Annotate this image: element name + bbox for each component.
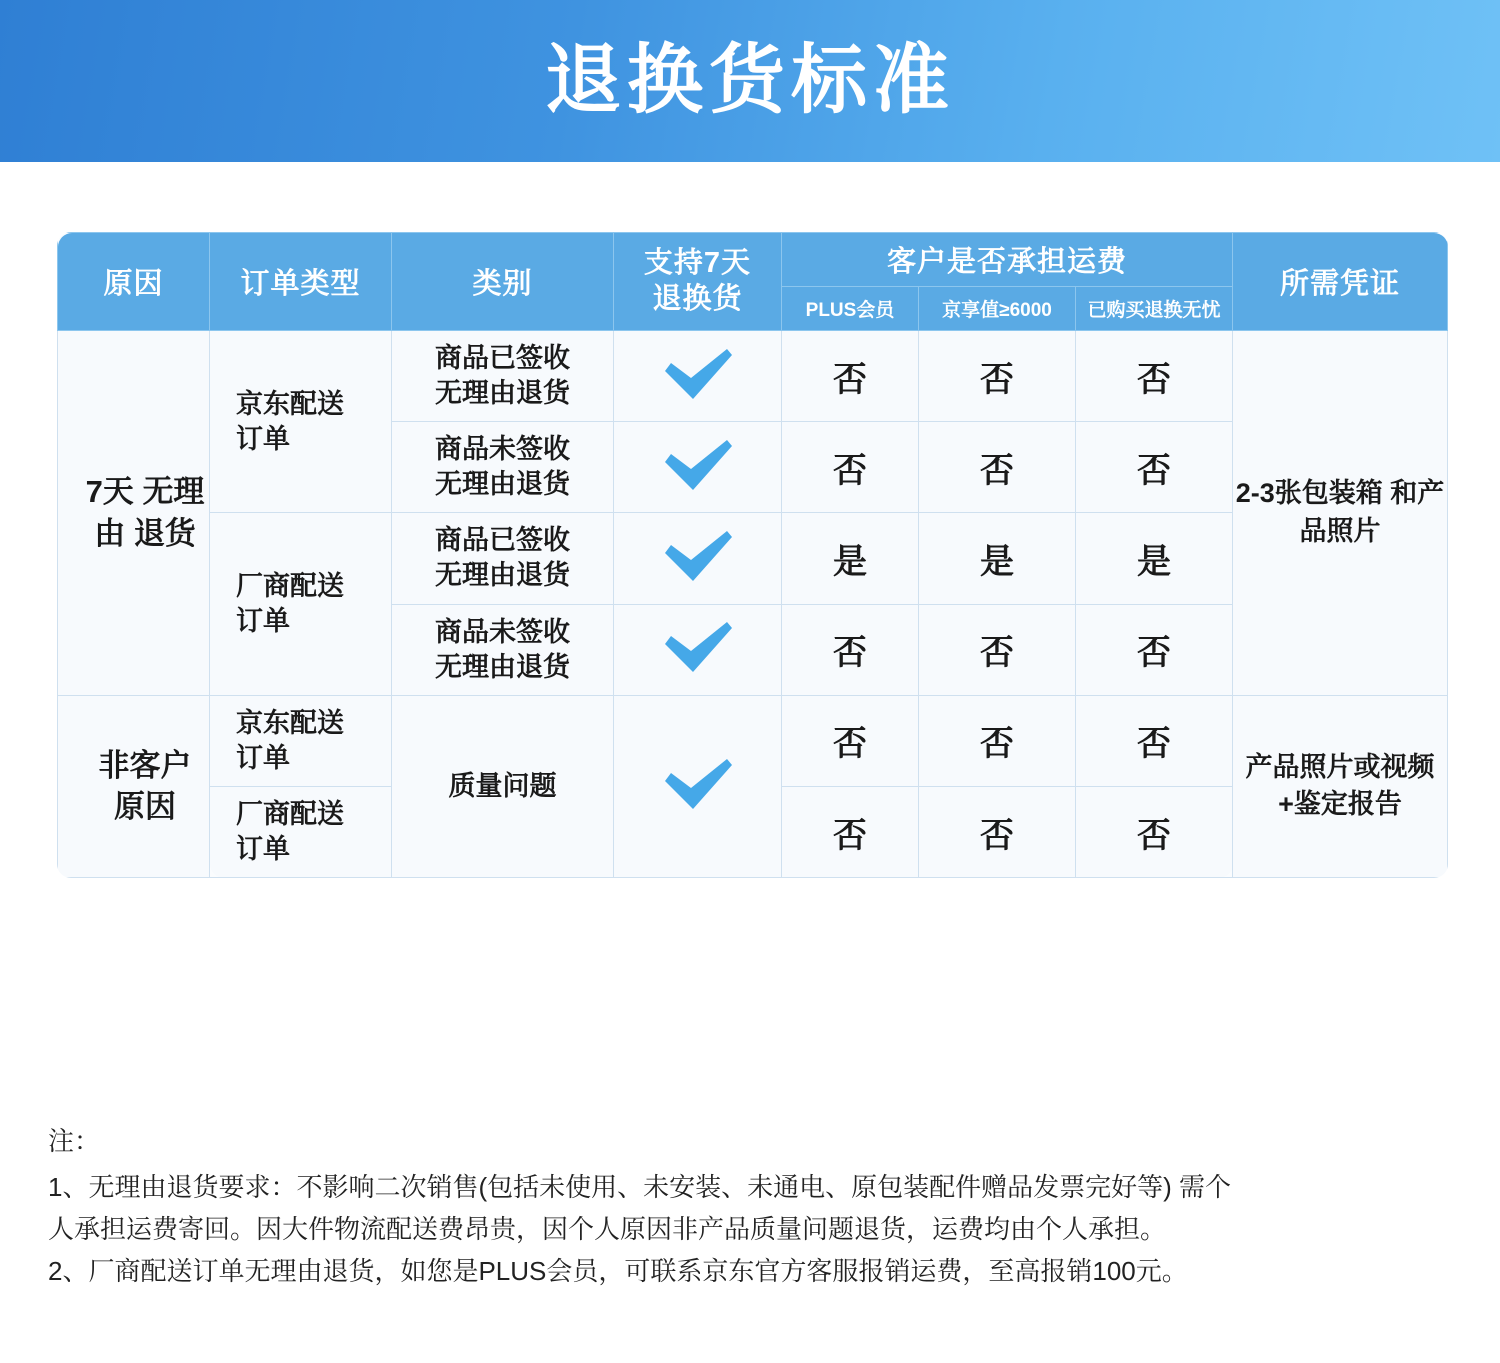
category-cell <box>392 422 614 513</box>
certificate-line2: +鉴定报告 <box>1278 789 1402 820</box>
freight-jingxiang-cell: 否 <box>919 604 1076 695</box>
notes-line-2: 2、厂商配送订单无理由退货，如您是PLUS会员，可联系京东官方客服报销运费，至高报销100元。 <box>48 1256 1188 1287</box>
support-cell <box>614 604 782 695</box>
order-type-jd-delivery <box>210 695 392 786</box>
reason-7day-no-reason <box>58 331 210 696</box>
order-type-line1: 厂商配送 <box>236 798 344 829</box>
category-cell <box>392 513 614 604</box>
reason-non-customer <box>58 695 210 877</box>
support-cell <box>614 695 782 877</box>
order-type-line2: 订单 <box>236 742 290 773</box>
freight-worryfree-cell: 是 <box>1076 513 1233 604</box>
freight-jingxiang-cell: 否 <box>919 331 1076 422</box>
return-policy-table-wrapper <box>57 232 1447 878</box>
freight-worryfree-cell: 否 <box>1076 786 1233 877</box>
notes-section <box>48 1120 1458 1292</box>
freight-worryfree-cell: 否 <box>1076 331 1233 422</box>
category-line2: 无理由退货 <box>435 560 570 591</box>
freight-worryfree-cell: 否 <box>1076 604 1233 695</box>
reason-line3: 退货 <box>133 515 196 551</box>
return-policy-table <box>57 232 1448 878</box>
support-cell <box>614 513 782 604</box>
freight-jingxiang-cell: 否 <box>919 695 1076 786</box>
category-line2: 无理由退货 <box>435 378 570 409</box>
category-line1: 商品未签收 <box>435 616 570 647</box>
table-row <box>58 695 1448 786</box>
reason-line1: 7天 <box>85 474 134 510</box>
order-type-line2: 订单 <box>236 834 290 865</box>
certificate-line1: 2-3张包装箱 <box>1235 478 1383 509</box>
freight-plus-cell: 是 <box>782 513 919 604</box>
category-line1: 商品已签收 <box>435 525 570 556</box>
freight-plus-cell: 否 <box>782 422 919 513</box>
check-icon <box>661 529 735 583</box>
category-quality-issue: 质量问题 <box>392 695 614 877</box>
header-certificate: 所需凭证 <box>1233 233 1448 331</box>
check-icon <box>661 438 735 492</box>
header-order-type: 订单类型 <box>210 233 392 331</box>
category-line1: 商品已签收 <box>435 343 570 373</box>
freight-worryfree-cell: 否 <box>1076 695 1233 786</box>
freight-plus-cell: 否 <box>782 604 919 695</box>
order-type-line1: 厂商配送 <box>236 570 344 601</box>
freight-plus-cell: 否 <box>782 786 919 877</box>
category-line2: 无理由退货 <box>435 469 570 500</box>
reason-line1: 非客户 <box>98 747 192 783</box>
order-type-vendor-delivery <box>210 786 392 877</box>
page-title: 退换货标准 <box>545 38 955 123</box>
support-cell <box>614 331 782 422</box>
certificate-non-customer <box>1233 695 1448 877</box>
header-freight-group: 客户是否承担运费 <box>782 233 1233 287</box>
category-line2: 无理由退货 <box>435 651 570 682</box>
header-category: 类别 <box>392 233 614 331</box>
freight-worryfree-cell: 否 <box>1076 422 1233 513</box>
notes-line-1b: 人承担运费寄回。因大件物流配送费昂贵，因个人原因非产品质量问题退货，运费均由个人承担。 <box>48 1214 1167 1245</box>
header-reason: 原因 <box>58 233 210 331</box>
order-type-line1: 京东配送 <box>236 388 344 419</box>
category-cell <box>392 331 614 422</box>
table-header-row-1 <box>58 233 1448 287</box>
header-freight-worryfree: 已购买退换无忧 <box>1076 287 1233 331</box>
table-row <box>58 331 1448 422</box>
category-line1: 商品未签收 <box>435 434 570 465</box>
category-cell <box>392 604 614 695</box>
freight-plus-cell: 否 <box>782 695 919 786</box>
header-freight-jingxiang: 京享值≥6000 <box>919 287 1076 331</box>
support-cell <box>614 422 782 513</box>
freight-jingxiang-cell: 否 <box>919 786 1076 877</box>
notes-title: 注： <box>48 1126 101 1156</box>
check-icon <box>661 347 735 401</box>
check-icon <box>661 757 735 811</box>
reason-line2: 无理由 <box>94 474 205 551</box>
certificate-line1: 产品照片或视频 <box>1245 751 1435 782</box>
freight-plus-cell: 否 <box>782 331 919 422</box>
notes-line-1: 1、无理由退货要求：不影响二次销售(包括未使用、未安装、未通电、原包装配件赠品发票完好等) 需个 <box>48 1172 1232 1203</box>
order-type-line2: 订单 <box>236 423 290 454</box>
certificate-line2: 和产品照片 <box>1299 478 1445 546</box>
page-header-banner <box>0 0 1500 162</box>
header-support-7day-line1: 支持7天 <box>643 247 752 280</box>
freight-jingxiang-cell: 是 <box>919 513 1076 604</box>
header-support-7day-line2: 退换货 <box>652 282 743 315</box>
reason-line2: 原因 <box>114 789 176 825</box>
order-type-line2: 订单 <box>236 606 290 637</box>
check-icon <box>661 620 735 674</box>
order-type-vendor-delivery <box>210 513 392 695</box>
certificate-7day <box>1233 331 1448 696</box>
header-freight-plus: PLUS会员 <box>782 287 919 331</box>
order-type-line1: 京东配送 <box>236 707 344 738</box>
freight-jingxiang-cell: 否 <box>919 422 1076 513</box>
header-support-7day <box>614 233 782 331</box>
order-type-jd-delivery <box>210 331 392 513</box>
